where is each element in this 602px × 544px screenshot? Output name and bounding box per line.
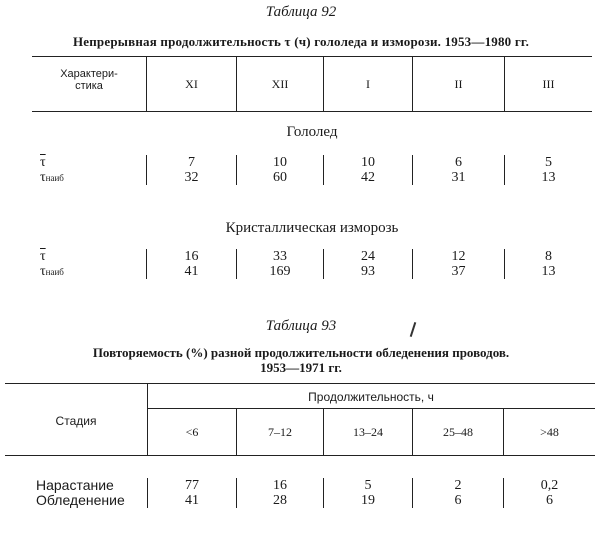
table-cell: 10 60	[273, 155, 287, 185]
max-duration-symbol: τнаиб	[40, 264, 64, 279]
max-duration-symbol: τнаиб	[40, 170, 64, 185]
table-cell: 5 13	[541, 155, 556, 185]
table92-header-rule	[32, 111, 592, 112]
table-cell: 7 32	[184, 155, 199, 185]
mean-duration-symbol: $\overline{\tau}$	[40, 249, 46, 264]
table93-top-rule	[5, 383, 595, 384]
duration-column-header: >48	[540, 425, 559, 439]
table-cell: 6 31	[451, 155, 466, 185]
stage-label: Нарастание	[36, 477, 114, 493]
section-heading-glaze: Гололед	[286, 124, 338, 140]
table92-top-rule	[32, 56, 592, 57]
table92-label: Таблица 92	[265, 4, 337, 20]
table-cell: 16 28	[273, 478, 287, 508]
table-cell: 33 169	[269, 249, 291, 279]
table93-duration-rule	[147, 408, 595, 409]
duration-column-header: <6	[185, 425, 199, 439]
table93-header-rule	[5, 455, 595, 456]
month-header: II	[454, 77, 463, 91]
table-cell: 77 41	[185, 478, 199, 508]
month-header: III	[542, 77, 555, 91]
table-cell: 10 42	[361, 155, 375, 185]
table-cell: 12 37	[451, 249, 466, 279]
duration-header: Продолжительность, ч	[308, 390, 434, 404]
stage-header: Стадия	[55, 414, 97, 428]
month-header: XII	[271, 77, 289, 91]
table-cell: 0,2 6	[540, 478, 559, 508]
duration-column-header: 7–12	[268, 425, 292, 439]
mean-duration-symbol: $\overline{\tau}$	[40, 155, 46, 170]
duration-column-header: 25–48	[443, 425, 473, 439]
table93-title-line2: 1953—1971 гг.	[260, 360, 342, 375]
table-cell: 16 41	[184, 249, 199, 279]
table92-title: Непрерывная продолжительность τ (ч) гололеда и изморози. 1953—1980 гг.	[72, 34, 530, 49]
duration-column-header: 13–24	[353, 425, 383, 439]
table-cell: 24 93	[361, 249, 375, 279]
month-header: XI	[185, 77, 198, 91]
table92-row-header: Характери- стика	[60, 68, 118, 92]
stage-label: Обледенение	[36, 492, 125, 508]
table-cell: 2 6	[454, 478, 462, 508]
table-cell: 8 13	[541, 249, 556, 279]
section-heading-rime: Кристаллическая изморозь	[225, 220, 399, 236]
table-cell: 5 19	[361, 478, 375, 508]
month-header: I	[366, 77, 370, 91]
table93-label: Таблица 93	[265, 318, 337, 334]
table93-title-line1: Повторяемость (%) разной продолжительности обледенения проводов.	[92, 345, 510, 360]
